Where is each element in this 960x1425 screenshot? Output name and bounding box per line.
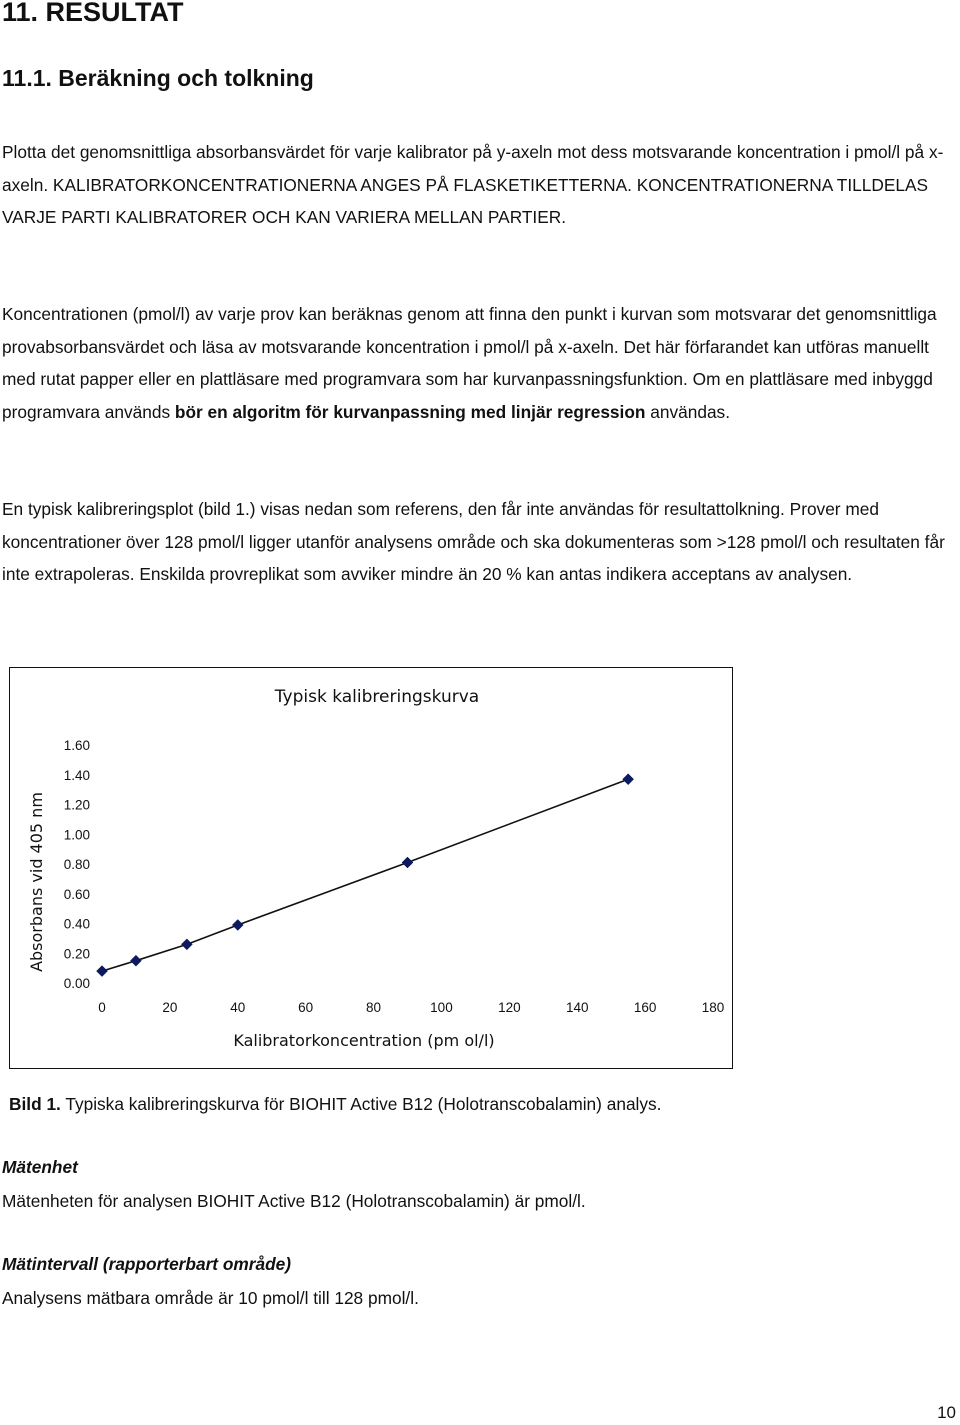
paragraph-text: Koncentrationen (pmol/l) av varje prov kan beräknas genom att finna den punkt i kurvan som motsvarar det genomsnittliga provabsorbansvärdet och läsa av motsvarande koncentration i pmol/l på x-axeln. Det här förfarandet kan utföras manuellt med rutat papper eller en plattläsare med programvara som har kurvanpassningsfunktion. Om en plattläsare med inbyggd programvara används: [2, 304, 937, 422]
chart-frame: [9, 667, 733, 1069]
y-tick-label: 0.60: [63, 886, 90, 902]
y-axis-label: Absorbans vid 405 nm: [27, 792, 46, 972]
paragraph-concentration-calc: [2, 298, 958, 428]
y-axis-ticks: [64, 738, 90, 991]
data-point-marker: [97, 966, 108, 977]
paragraph-bold-text: bör en algoritm för kurvanpassning med linjär regression: [174, 401, 646, 422]
paragraph-plot-instructions: Plotta det genomsnittliga absorbansvärdet för varje kalibrator på y-axeln mot dess motsvarande koncentration i pmol/l på x-axeln. KALIBRATORKONCENTRATIONERNA ANGES PÅ FLASKETIKETTERNA. KONCENTRATIONERNA TILLDELAS VARJE PARTI KALIBRATORER OCH KAN VARIERA MELLAN PARTIER.: [2, 142, 944, 228]
section-heading: 11. RESULTAT: [2, 0, 184, 27]
subsection-heading: 11.1. Beräkning och tolkning: [2, 65, 314, 91]
x-tick-label: 20: [162, 1000, 178, 1015]
x-tick-label: 120: [498, 1000, 521, 1015]
calibration-chart: [10, 668, 731, 1067]
y-tick-label: 1.00: [63, 827, 90, 843]
data-point-marker: [181, 939, 192, 950]
matintervall-text: Analysens mätbara område är 10 pmol/l till 128 pmol/l.: [2, 1288, 419, 1308]
paragraph-calibration-reference: En typisk kalibreringsplot (bild 1.) visas nedan som referens, den får inte användas för resultattolkning. Prover med koncentrationer över 128 pmol/l ligger utanför analysens område och ska dokumenteras som >128 pmol/l och resultaten får inte extrapoleras. Enskilda provreplikat som avviker mindre än 20 % kan antas indikera acceptans av analysen.: [2, 499, 945, 585]
y-tick-label: 1.60: [63, 738, 90, 753]
x-tick-label: 80: [366, 1000, 382, 1015]
x-tick-label: 180: [701, 1000, 725, 1015]
data-point-marker: [130, 955, 141, 966]
y-tick-label: 0.40: [63, 916, 90, 932]
caption-text: Typiska kalibreringskurva för BIOHIT Active B12 (Holotranscobalamin) analys.: [60, 1094, 662, 1114]
y-tick-label: 1.40: [63, 767, 90, 783]
paragraph-text-end: användas.: [645, 401, 731, 422]
data-point-marker: [623, 774, 634, 785]
y-tick-label: 0.80: [63, 857, 90, 872]
x-axis-ticks: [98, 1000, 724, 1015]
y-tick-label: 1.20: [63, 797, 90, 813]
x-axis-label: Kalibratorkoncentration (pm ol/l): [233, 1031, 495, 1050]
y-tick-label: 0.00: [63, 976, 90, 991]
matintervall-heading: Mätintervall (rapporterbart område): [2, 1254, 292, 1274]
y-tick-label: 0.20: [63, 946, 90, 962]
data-point-marker: [232, 919, 243, 930]
x-tick-label: 60: [298, 1000, 314, 1015]
data-series: [97, 774, 634, 977]
x-tick-label: 140: [565, 1000, 589, 1015]
figure-caption: [9, 1090, 661, 1118]
x-tick-label: 40: [230, 1000, 246, 1015]
series-line: [102, 779, 628, 971]
matenhet-text: Mätenheten för analysen BIOHIT Active B12 (Holotranscobalamin) är pmol/l.: [2, 1191, 586, 1211]
data-point-marker: [402, 857, 413, 868]
x-tick-label: 0: [98, 1000, 106, 1015]
matenhet-heading: Mätenhet: [2, 1157, 78, 1177]
caption-label: Bild 1.: [9, 1094, 61, 1114]
x-tick-label: 100: [430, 1000, 453, 1015]
chart-title: Typisk kalibreringskurva: [274, 687, 480, 707]
page-number: 10: [937, 1403, 956, 1422]
x-tick-label: 160: [633, 1000, 657, 1015]
